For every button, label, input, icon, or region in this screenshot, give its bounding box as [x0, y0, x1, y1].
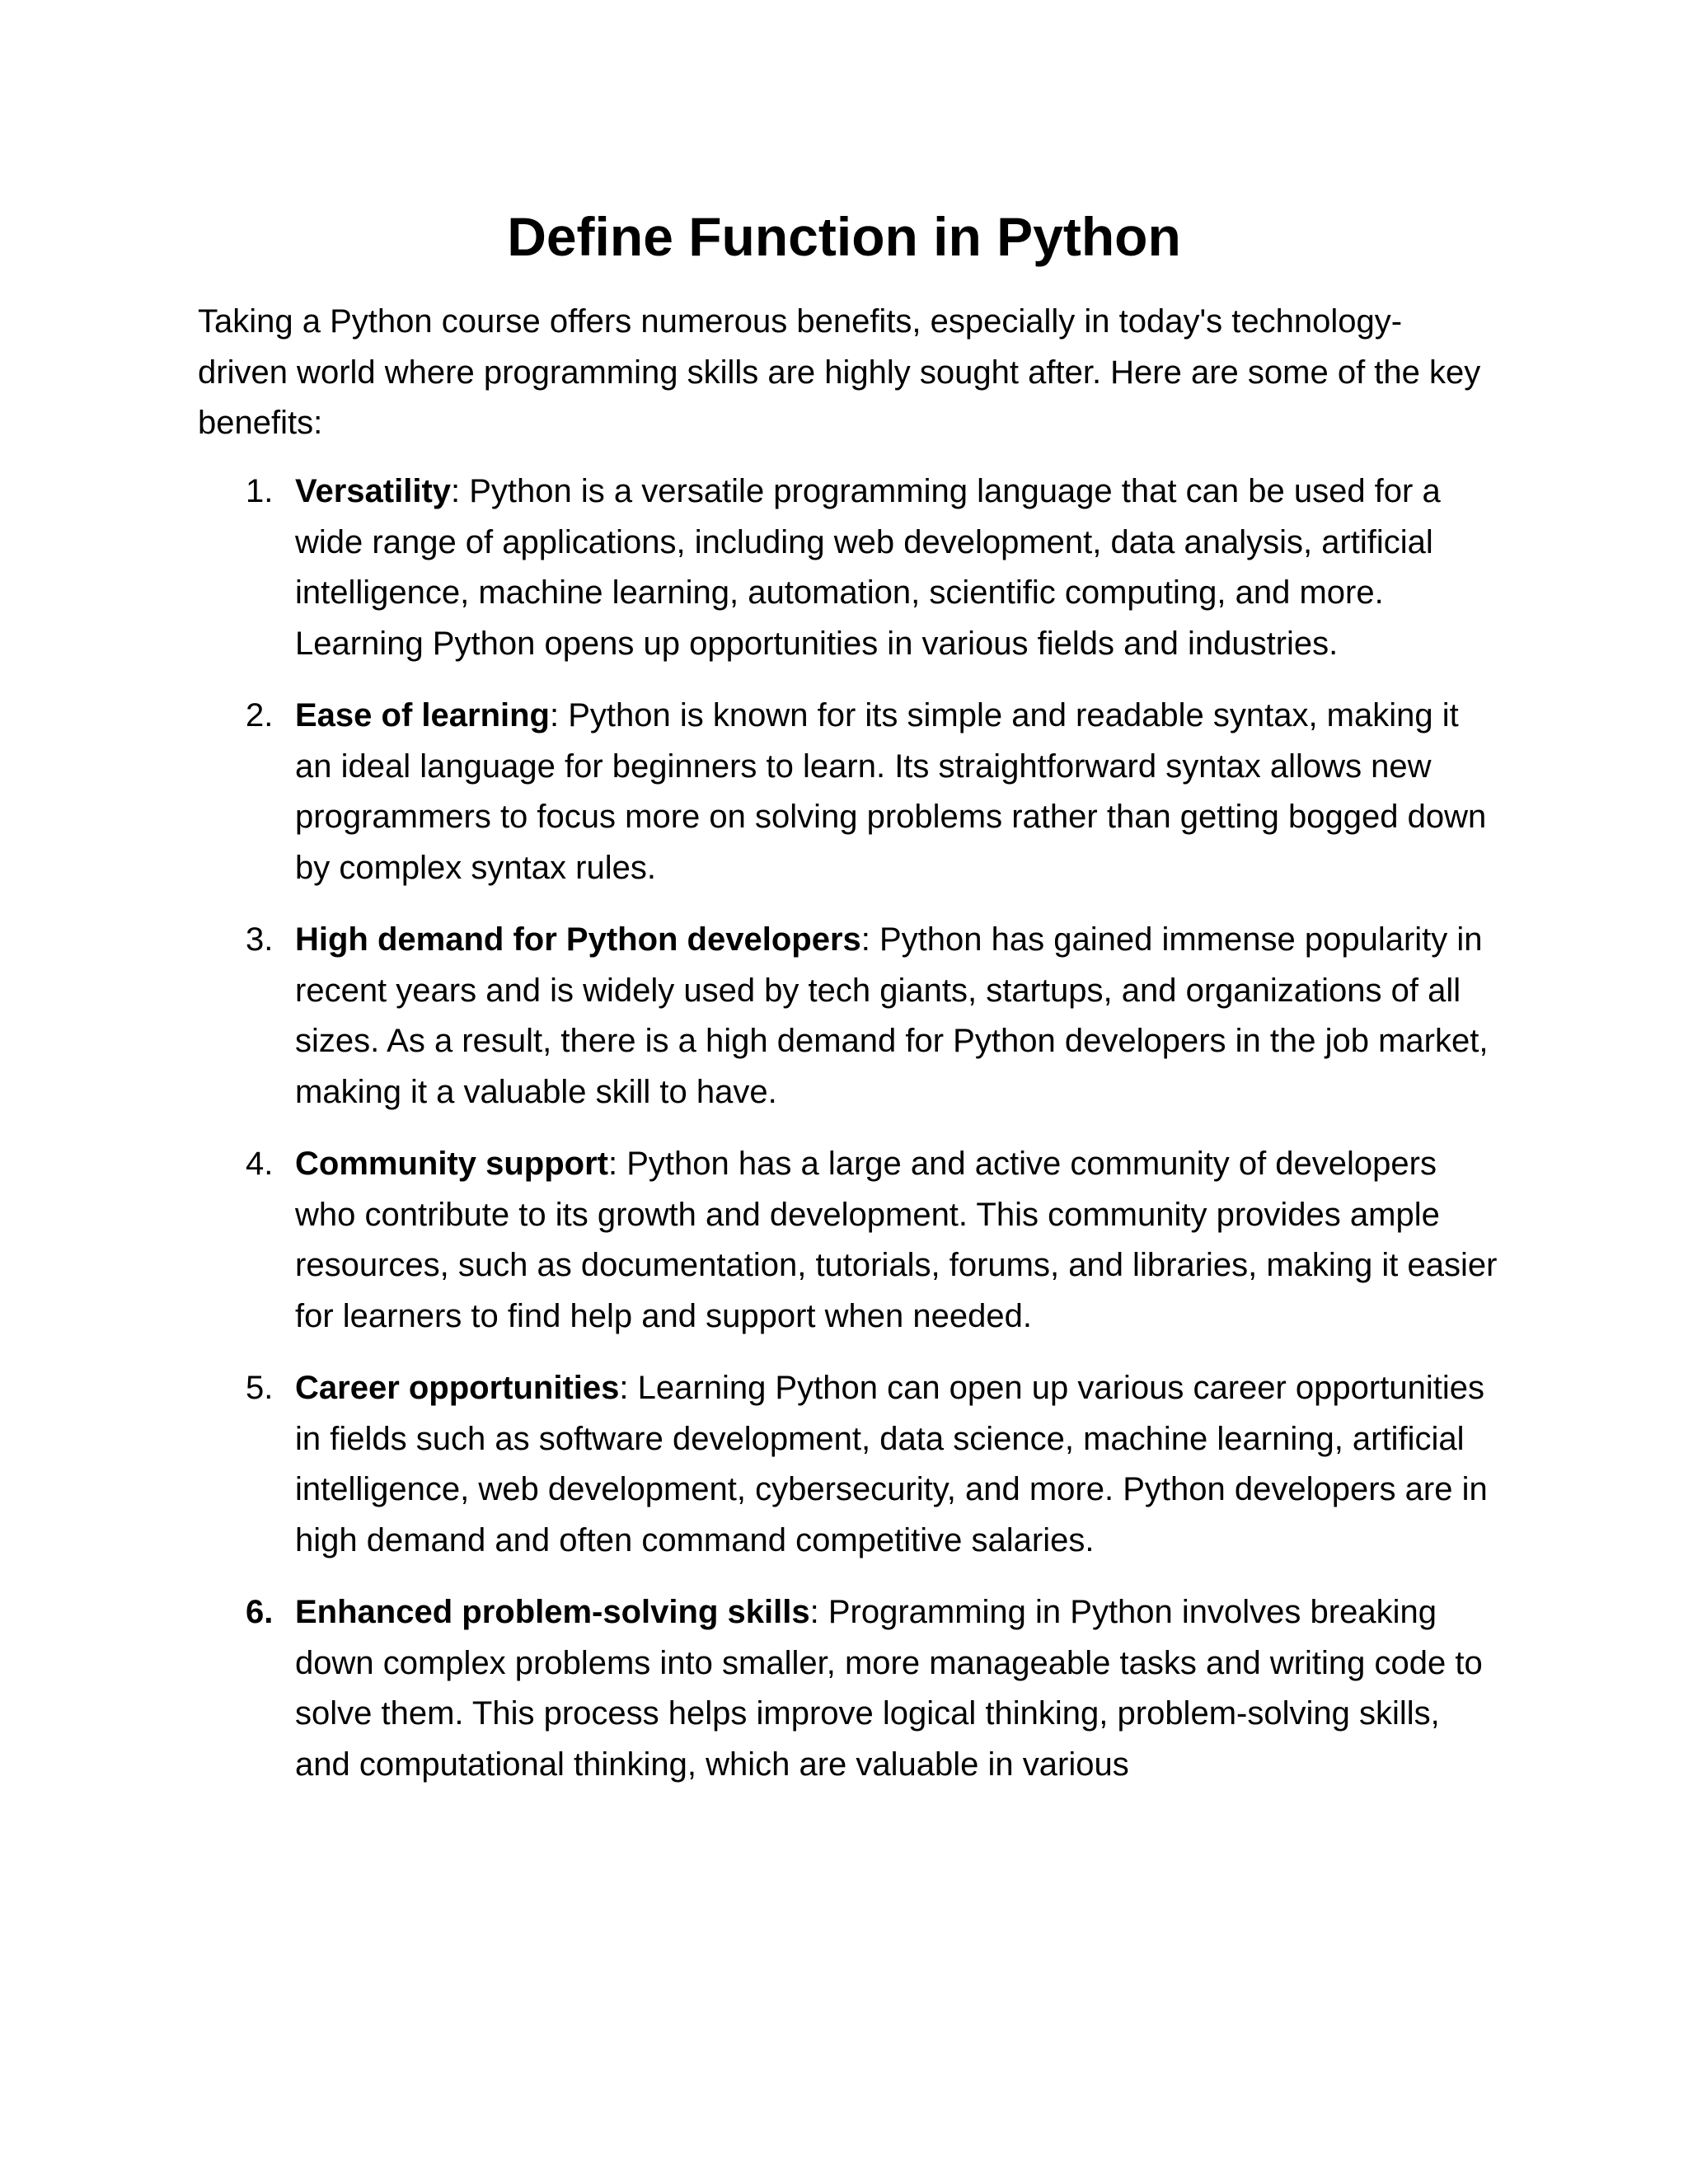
list-number: 6. — [246, 1594, 274, 1630]
benefits-list — [198, 466, 1500, 1811]
list-number: 2. — [246, 697, 274, 733]
list-item — [198, 1587, 1500, 1790]
benefit-description: : Programming in Python involves breaking down complex problems into smaller, more manageable tasks and writing code to solve them. This process helps improve logical thinking, problem-solving skills, and computational thinking, which are valuable in various — [295, 1594, 1483, 1783]
list-item — [198, 1139, 1500, 1342]
list-item — [198, 1363, 1500, 1566]
benefit-description: : Python has a large and active community of developers who contribute to its growth and development. This community provides ample resources, such as documentation, tutorials, forums, and libraries, making it easier for learners to find help and support when needed. — [295, 1146, 1498, 1334]
list-number: 1. — [246, 473, 274, 509]
page-title: Define Function in Python — [507, 206, 1181, 267]
benefit-term: Ease of learning — [295, 697, 550, 733]
benefit-description: : Python is known for its simple and readable syntax, making it an ideal language for beginners to learn. Its straightforward syntax allows new programmers to focus more on solving problems rather than getting bogged down by complex syntax rules. — [295, 697, 1487, 886]
benefit-description: : Python is a versatile programming language that can be used for a wide range of applications, including web development, data analysis, artificial intelligence, machine learning, automation, scientific computing, and more. Learning Python opens up opportunities in various fields and industries. — [295, 473, 1441, 662]
benefit-term: Career opportunities — [295, 1370, 620, 1406]
list-number: 5. — [246, 1370, 274, 1406]
list-item — [198, 691, 1500, 893]
list-number: 4. — [246, 1146, 274, 1182]
list-item — [198, 466, 1500, 669]
benefit-description: : Learning Python can open up various career opportunities in fields such as software development, data science, machine learning, artificial intelligence, web development, cybersecurity, and more. Python developers are in high demand and often command competitive salaries. — [295, 1370, 1488, 1558]
benefit-term: Community support — [295, 1146, 608, 1182]
benefit-term: Versatility — [295, 473, 452, 509]
benefit-term: High demand for Python developers — [295, 921, 861, 958]
list-number: 3. — [246, 921, 274, 958]
intro-paragraph: Taking a Python course offers numerous benefits, especially in today's technology-driven world where programming skills are highly sought after. Here are some of the key benefits: — [198, 303, 1481, 441]
list-item — [198, 915, 1500, 1118]
benefit-description: : Python has gained immense popularity in recent years and is widely used by tech giants, startups, and organizations of all sizes. As a result, there is a high demand for Python developers in the job market, making it a valuable skill to have. — [295, 921, 1489, 1110]
benefit-term: Enhanced problem-solving skills — [295, 1594, 810, 1630]
